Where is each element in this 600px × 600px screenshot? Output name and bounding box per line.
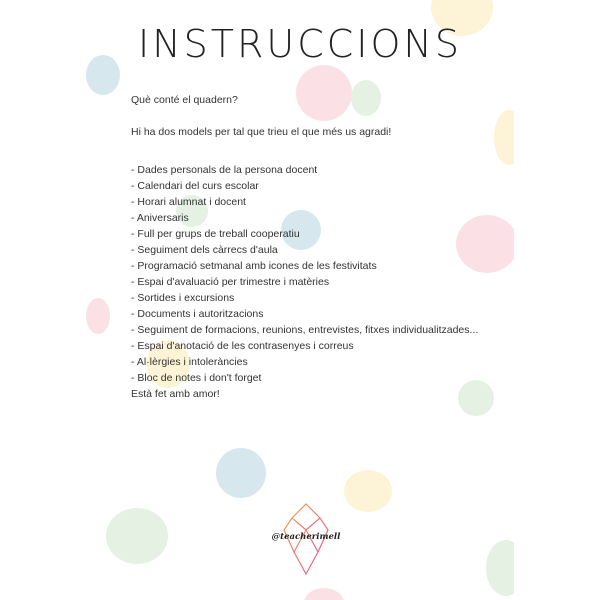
closing-text: Està fet amb amor! [131,388,220,400]
decorative-dot [344,470,392,512]
contents-list [131,162,501,386]
list-item: - Bloc de notes i don't forget [131,372,262,384]
list-item: - Documents i autoritzacions [131,308,264,320]
decorative-dot [216,448,266,498]
list-item: - Dades personals de la persona docent [131,164,318,176]
question-text: Què conté el quadern? [131,94,238,106]
list-item: - Espai d'avaluació per trimestre i matèries [131,276,330,288]
decorative-dot [486,540,514,596]
list-item: - Seguiment dels càrrecs d'aula [131,244,278,256]
list-item: - Espai d'anotació de les contrasenyes i correus [131,340,354,352]
list-item: - Programació setmanal amb icones de les festivitats [131,260,377,272]
list-item: - Horari alumnat i docent [131,196,246,208]
list-item: - Full per grups de treball cooperatiu [131,228,300,240]
instructions-content [131,92,501,402]
instructions-page [86,0,514,600]
decorative-dot [106,508,168,564]
page-title: INSTRUCCIONS [138,22,462,66]
decorative-dot [86,298,110,334]
intro-text: Hi ha dos models per tal que trieu el que més us agradi! [131,126,392,138]
list-item: - Sortides i excursions [131,292,235,304]
list-item: - Seguiment de formacions, reunions, entrevistes, fitxes individualitzades... [131,324,479,336]
brand-logo [266,500,346,578]
logo-text: @teacherimell [271,532,341,542]
list-item: - Aniversaris [131,212,189,224]
list-item: - Calendari del curs escolar [131,180,259,192]
list-item: - Al·lèrgies i intoleràncies [131,356,248,368]
decorative-dot [304,588,344,600]
